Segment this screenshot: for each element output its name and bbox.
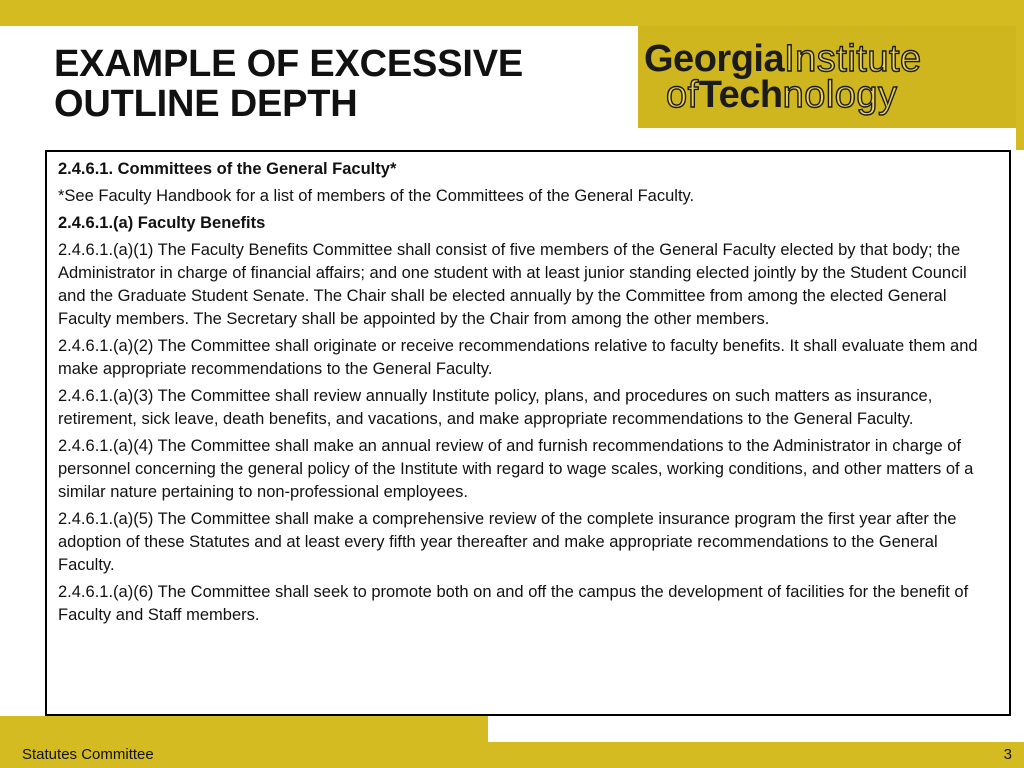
statute-paragraph: 2.4.6.1.(a)(2) The Committee shall originate or receive recommendations relative to faculty benefits. It shall evaluate them and make appropriate recommendations to the General Faculty.	[58, 337, 978, 378]
logo-word-institute: Institute	[784, 38, 922, 80]
slide-title-line-2: OUTLINE DEPTH	[54, 83, 358, 125]
slide-title	[54, 44, 523, 124]
page-number: 3	[1003, 746, 1012, 763]
slide-title-line-1: EXAMPLE OF EXCESSIVE	[54, 43, 523, 85]
georgia-tech-logo	[638, 26, 1016, 128]
statute-paragraph: 2.4.6.1.(a)(3) The Committee shall review annually Institute policy, plans, and procedures on such matters as insurance, retirement, sick leave, death benefits, and vacations, and make appropriate recommendations to the General Faculty.	[58, 387, 933, 428]
top-accent-band	[0, 0, 1024, 26]
logo-word-nology: nology	[782, 74, 898, 116]
statute-paragraph: 2.4.6.1.(a)(5) The Committee shall make a comprehensive review of the complete insurance program the first year after the adoption of these Statutes and at least every fifth year thereafter and make appropriate recommendations to the General Faculty.	[58, 510, 957, 574]
logo-line-2	[666, 76, 898, 114]
statute-paragraph: 2.4.6.1. Committees of the General Faculty*	[58, 160, 397, 178]
footer-committee-label: Statutes Committee	[22, 746, 154, 763]
statute-paragraph: 2.4.6.1.(a)(4) The Committee shall make an annual review of and furnish recommendations to the Administrator in charge of personnel concerning the general policy of the Institute with regard to wage scales, working conditions, and other matters of a similar nature pertaining to non-professional employees.	[58, 437, 974, 501]
statute-paragraph: 2.4.6.1.(a) Faculty Benefits	[58, 214, 266, 232]
footer-band-right	[488, 742, 1024, 768]
statute-paragraph: 2.4.6.1.(a)(1) The Faculty Benefits Committee shall consist of five members of the General Faculty elected by that body; the Administrator in charge of financial affairs; and one student with at least junior standing elected jointly by the Student Council and the Graduate Student Senate. The Chair shall be elected annually by the Committee from among the elected General Faculty members. The Secretary shall be appointed by the Chair from among the other members.	[58, 241, 967, 328]
logo-word-georgia: Georgia	[644, 38, 785, 80]
statute-paragraph: 2.4.6.1.(a)(6) The Committee shall seek to promote both on and off the campus the development of facilities for the benefit of Faculty and Staff members.	[58, 583, 969, 624]
logo-word-tech: Tech	[698, 74, 783, 116]
statute-text-box	[45, 150, 1011, 716]
logo-line-1	[644, 40, 922, 78]
statute-paragraph: *See Faculty Handbook for a list of members of the Committees of the General Faculty.	[58, 187, 695, 205]
right-accent-band	[1016, 0, 1024, 150]
logo-word-of: of	[666, 74, 699, 116]
